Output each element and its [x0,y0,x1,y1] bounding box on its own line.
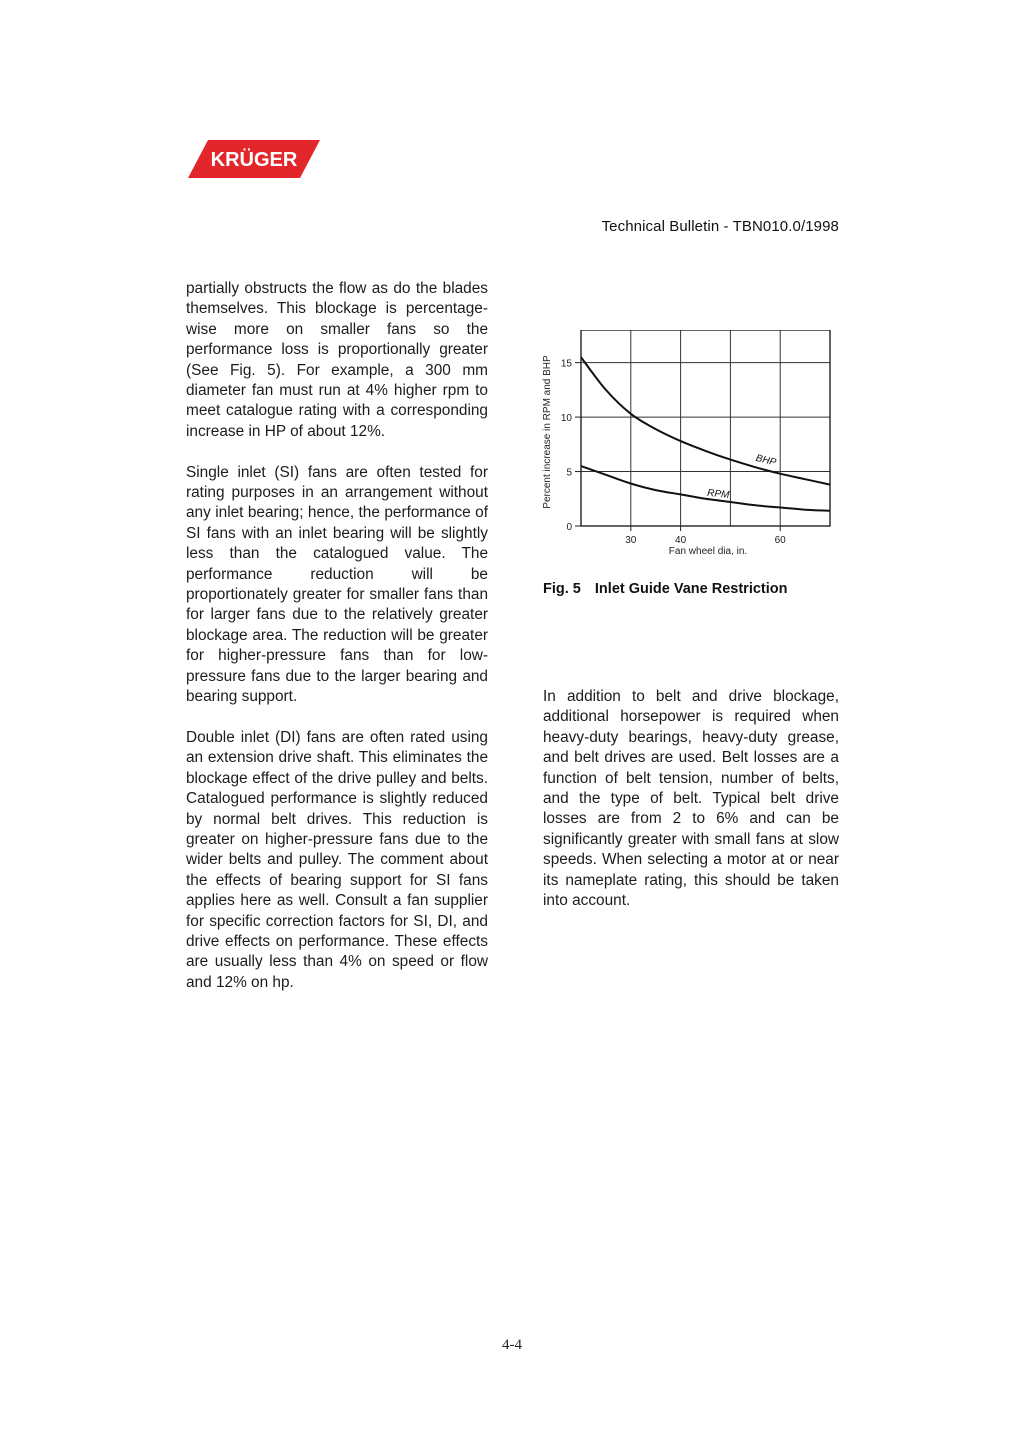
x-tick-label: 60 [774,535,786,546]
kruger-logo-mark [188,140,324,180]
paragraph: Double inlet (DI) fans are often rated using an extension drive shaft. This eliminates the blockage effect of the drive pulley and belts. Catalogued performance is slightly reduced by normal belt drives. This reduction is greater on higher-pressure fans due to the wider belts and pulley. The comment about the effects of bearing support for SI fans applies here as well. Consult a fan supplier for specific correction factors for SI, DI, and drive effects on performance. These effects are usually less than 4% on speed or flow and 12% on hp. [186,728,488,991]
series-label-rpm: RPM [706,487,730,502]
paragraph: Single inlet (SI) fans are often tested for rating purposes in an arrangement without any inlet bearing; hence, the performance of SI fans with an inlet bearing will be slightly less than the catalogued value. The performance reduction will be proportionately greater for smaller fans than for larger fans due to the relatively greater blockage area. The reduction will be greater for higher-pressure fans than for low-pressure fans due to the larger bearing and bearing support. [186,463,488,706]
series-line-bhp [581,357,830,484]
figure-5-chart [537,330,837,555]
y-axis-label: Percent increase in RPM and BHP [542,355,553,509]
x-tick-label: 30 [625,535,637,546]
series-line-rpm [581,466,830,511]
logo-wordmark: KRÜGER [210,149,298,171]
y-tick-label: 15 [560,358,572,370]
paragraph: partially obstructs the flow as do the blades themselves. This blockage is percentage-wise more on smaller fans so the performance loss is proportionally greater (See Fig. 5). For example, a 300 mm diameter fan must run at 4% higher rpm to meet catalogue rating with a corresponding increase in HP of about 12%. [186,280,488,440]
x-tick-label: 40 [675,535,687,546]
bulletin-title: Technical Bulletin - TBN010.0/1998 [601,218,839,235]
chart-svg [537,330,837,555]
left-text-column [186,279,488,1014]
figure-caption [543,581,839,597]
paragraph: In addition to belt and drive blockage, additional horsepower is required when heavy-duty bearings, heavy-duty grease, and belt drives are used. Belt losses are a function of belt tension, number of belts, and the type of belt. Typical belt drive losses are from 2 to 6% and can be significantly greater with small fans at slow speeds. When selecting a motor at or near its nameplate rating, this should be taken into account. [543,688,839,910]
x-axis-label: Fan wheel dia, in. [668,546,748,555]
series-label-bhp: BHP [754,452,778,469]
y-tick-label: 0 [566,522,572,533]
figure-caption-text: Inlet Guide Vane Restriction [594,581,788,597]
y-tick-label: 10 [560,413,572,425]
plot-frame [581,330,830,526]
page-number: 4-4 [502,1337,522,1353]
figure-number: Fig. 5 [543,581,581,597]
kruger-logo [188,140,324,180]
y-tick-label: 5 [566,467,572,479]
right-text-column [543,687,839,932]
